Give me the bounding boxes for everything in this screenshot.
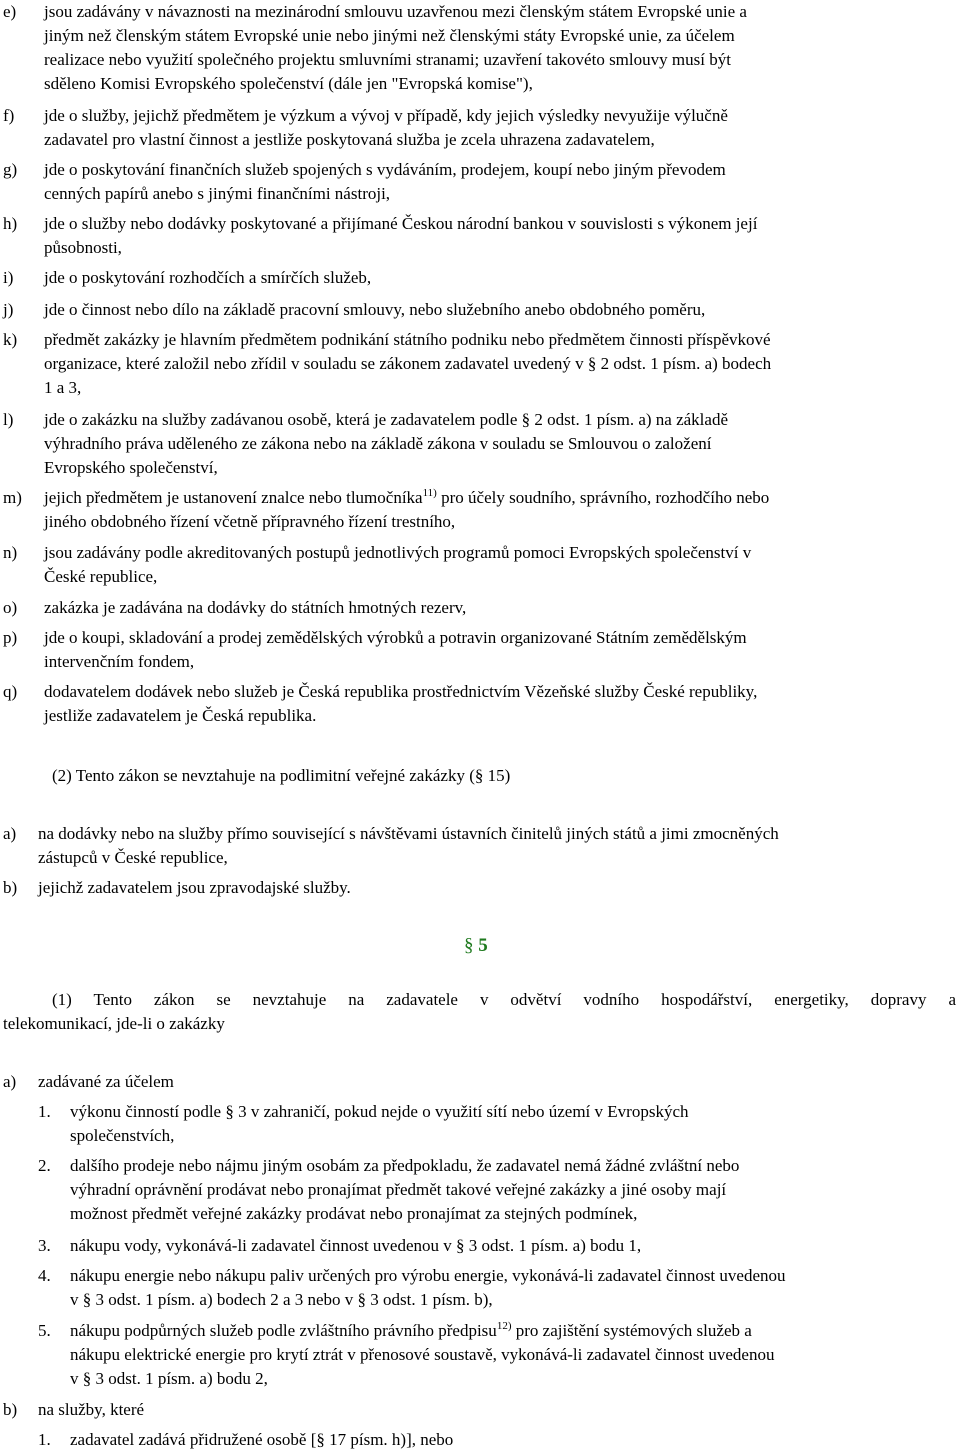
text-line: dodavatelem dodávek nebo služeb je Česká republika prostřednictvím Vězeňské služby České republiky, bbox=[44, 682, 758, 701]
text-fragment: pro účely soudního, správního, rozhodčího nebo bbox=[441, 488, 770, 507]
text-line: zadavatel zadává přidružené osobě [§ 17 písm. h)], nebo bbox=[70, 1430, 454, 1449]
text-line: zadavatel pro vlastní činnost a jestliže poskytovaná služba je zcela uhrazena zadavatelem, bbox=[44, 130, 655, 149]
item-label: b) bbox=[3, 878, 18, 897]
text-line: nákupu energie nebo nákupu paliv určených pro výrobu energie, vykonává-li zadavatel činnost uvedenou bbox=[70, 1266, 786, 1285]
text-line: jiným než členským státem Evropské unie nebo jinými než členskými státy Evropské unie, za účelem bbox=[44, 26, 735, 45]
text-line: Evropského společenství, bbox=[44, 458, 218, 477]
item-label: f) bbox=[3, 106, 15, 125]
text-line: zakázka je zadávána na dodávky do státních hmotných rezerv, bbox=[44, 598, 467, 617]
item-label: o) bbox=[3, 598, 18, 617]
text-line: jde o poskytování rozhodčích a smírčích služeb, bbox=[44, 268, 372, 287]
text-line: předmět zakázky je hlavním předmětem podnikání státního podniku nebo předmětem činnosti příspěvkové bbox=[44, 330, 771, 349]
section-symbol: § bbox=[464, 935, 474, 956]
text-line: intervenčním fondem, bbox=[44, 652, 195, 671]
text-line: působnosti, bbox=[44, 238, 122, 257]
item-label: h) bbox=[3, 214, 18, 233]
section-heading bbox=[464, 934, 488, 959]
item-label: a) bbox=[3, 824, 17, 843]
text-line: jde o služby nebo dodávky poskytované a přijímané Českou národní bankou v souvislosti s výkonem její bbox=[44, 214, 758, 233]
text-fragment: nákupu podpůrných služeb podle zvláštního právního předpisu bbox=[70, 1321, 497, 1340]
item-label: g) bbox=[3, 160, 18, 179]
text-line: zadávané za účelem bbox=[38, 1072, 174, 1091]
text-line: na dodávky nebo na služby přímo související s návštěvami ústavních činitelů jiných států a jimi zmocněných bbox=[38, 824, 779, 843]
text-fragment: pro zajištění systémových služeb a bbox=[515, 1321, 752, 1340]
section-number: 5 bbox=[478, 935, 488, 956]
text-line: jsou zadávány v návaznosti na mezinárodní smlouvu uzavřenou mezi členským státem Evropské unie a bbox=[44, 2, 747, 21]
paragraph-2: (2) Tento zákon se nevztahuje na podlimitní veřejné zakázky (§ 15) bbox=[52, 766, 511, 785]
item-label: n) bbox=[3, 543, 18, 562]
text-line: 1 a 3, bbox=[44, 378, 82, 397]
item-label: 4. bbox=[38, 1266, 51, 1285]
item-label: 3. bbox=[38, 1236, 51, 1255]
item-label: 1. bbox=[38, 1102, 51, 1121]
text-line: výkonu činností podle § 3 v zahraničí, pokud nejde o využití sítí nebo území v Evropských bbox=[70, 1102, 689, 1121]
text-line: jiného obdobného řízení včetně přípravného řízení trestního, bbox=[44, 512, 456, 531]
text-line: společenstvích, bbox=[70, 1126, 175, 1145]
footnote-ref[interactable]: 11) bbox=[422, 487, 437, 499]
text-line: cenných papírů anebo s jinými finančními nástroji, bbox=[44, 184, 391, 203]
text-line: České republice, bbox=[44, 567, 158, 586]
text-line: (1) Tento zákon se nevztahuje na zadavatele v odvětví vodního hospodářství, energetiky, dopravy a bbox=[52, 990, 956, 1009]
text-line: v § 3 odst. 1 písm. a) bodech 2 a 3 nebo v § 3 odst. 1 písm. b), bbox=[70, 1290, 493, 1309]
item-label: a) bbox=[3, 1072, 17, 1091]
text-line: realizace nebo využití společného projektu smluvními stranami; uzavření takovéto smlouvy musí být bbox=[44, 50, 731, 69]
item-label: i) bbox=[3, 268, 14, 287]
text-line: nákupu vody, vykonává-li zadavatel činnost uvedenou v § 3 odst. 1 písm. a) bodu 1, bbox=[70, 1236, 642, 1255]
text-line: zástupců v České republice, bbox=[38, 848, 228, 867]
text-line: jsou zadávány podle akreditovaných postupů jednotlivých programů pomoci Evropských společenství v bbox=[44, 543, 752, 562]
text-line: sděleno Komisi Evropského společenství (dále jen "Evropská komise"), bbox=[44, 74, 533, 93]
text-line: výhradního práva uděleného ze zákona nebo na základě zákona v souladu se Smlouvou o založení bbox=[44, 434, 712, 453]
item-label: 2. bbox=[38, 1156, 51, 1175]
text-line: jde o činnost nebo dílo na základě pracovní smlouvy, nebo služebního anebo obdobného poměru, bbox=[44, 300, 706, 319]
item-label: q) bbox=[3, 682, 18, 701]
text-line: možnost předmět veřejné zakázky prodávat nebo pronajímat za stejných podmínek, bbox=[70, 1204, 638, 1223]
item-label: e) bbox=[3, 2, 17, 21]
text-line: jestliže zadavatelem je Česká republika. bbox=[44, 706, 317, 725]
footnote-ref[interactable]: 12) bbox=[496, 1320, 512, 1332]
text-line: jde o poskytování finančních služeb spojených s vydáváním, prodejem, koupí nebo jiným převodem bbox=[44, 160, 726, 179]
text-line: organizace, které založil nebo zřídil v souladu se zákonem zadavatel uvedený v § 2 odst. 1 písm. a) bodech bbox=[44, 354, 772, 373]
text-fragment: jejich předmětem je ustanovení znalce nebo tlumočníka bbox=[44, 488, 423, 507]
text-line: nákupu elektrické energie pro krytí ztrát v přenosové soustavě, vykonává-li zadavatel činnost uvedenou bbox=[70, 1345, 775, 1364]
item-label: 5. bbox=[38, 1321, 51, 1340]
item-label: m) bbox=[3, 488, 22, 507]
text-line: jde o koupi, skladování a prodej zemědělských výrobků a potravin organizované Státním zemědělským bbox=[44, 628, 747, 647]
text-line: telekomunikací, jde-li o zakázky bbox=[3, 1014, 225, 1033]
text-line bbox=[70, 1319, 752, 1344]
text-line: dalšího prodeje nebo nájmu jiným osobám za předpokladu, že zadavatel nemá žádné zvláštní nebo bbox=[70, 1156, 740, 1175]
text-line: výhradní oprávnění prodávat nebo pronajímat předmět takové veřejné zakázky a jiné osoby mají bbox=[70, 1180, 727, 1199]
text-line: v § 3 odst. 1 písm. a) bodu 2, bbox=[70, 1369, 268, 1388]
item-label: l) bbox=[3, 410, 14, 429]
text-line: jde o zakázku na služby zadávanou osobě, která je zadavatelem podle § 2 odst. 1 písm. a) na základě bbox=[44, 410, 728, 429]
item-label: j) bbox=[3, 300, 14, 319]
item-label: k) bbox=[3, 330, 18, 349]
text-line: jde o služby, jejichž předmětem je výzkum a vývoj v případě, kdy jejich výsledky nevyužije výlučně bbox=[44, 106, 728, 125]
item-label: 1. bbox=[38, 1430, 51, 1449]
item-label: b) bbox=[3, 1400, 18, 1419]
text-line: na služby, které bbox=[38, 1400, 145, 1419]
item-label: p) bbox=[3, 628, 18, 647]
text-line bbox=[44, 486, 769, 511]
text-line: jejichž zadavatelem jsou zpravodajské služby. bbox=[38, 878, 351, 897]
